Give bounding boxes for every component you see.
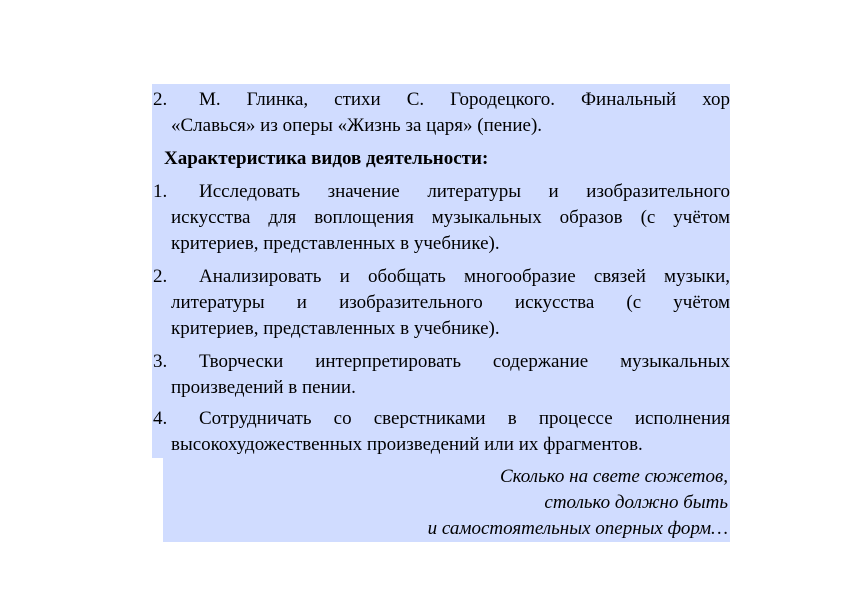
list-item-text: «Славься» из оперы «Жизнь за царя» (пение). [171, 115, 543, 136]
list-number: 1. [153, 181, 168, 202]
list-item-text: литературы и изобразительного искусства (с учётом [171, 292, 730, 313]
list-item-text: произведений в пении. [171, 377, 356, 398]
list-item-text: М. Глинка, стихи С. Городецкого. Финальный хор [199, 89, 730, 110]
epigraph-line: и самостоятельных оперных форм… [427, 518, 728, 539]
list-item-text: искусства для воплощения музыкальных образов (с учётом [171, 207, 730, 228]
list-item-text: Исследовать значение литературы и изобразительного [199, 181, 730, 202]
section-heading: Характеристика видов деятельности: [164, 148, 489, 169]
list-number: 2. [153, 89, 168, 110]
list-item-text: критериев, представленных в учебнике). [171, 318, 500, 339]
list-item-text: Творчески интерпретировать содержание музыкальных [199, 351, 730, 372]
list-item-text: Анализировать и обобщать многообразие связей музыки, [199, 266, 730, 287]
list-number: 2. [153, 266, 168, 287]
list-item-text: высокохудожественных произведений или их фрагментов. [171, 434, 643, 455]
list-item-text: критериев, представленных в учебнике). [171, 233, 500, 254]
list-number: 4. [153, 408, 168, 429]
list-item-text: Сотрудничать со сверстниками в процессе исполнения [199, 408, 730, 429]
epigraph-line: Сколько на свете сюжетов, [499, 466, 728, 487]
list-number: 3. [153, 351, 168, 372]
epigraph-line: столько должно быть [544, 492, 728, 513]
